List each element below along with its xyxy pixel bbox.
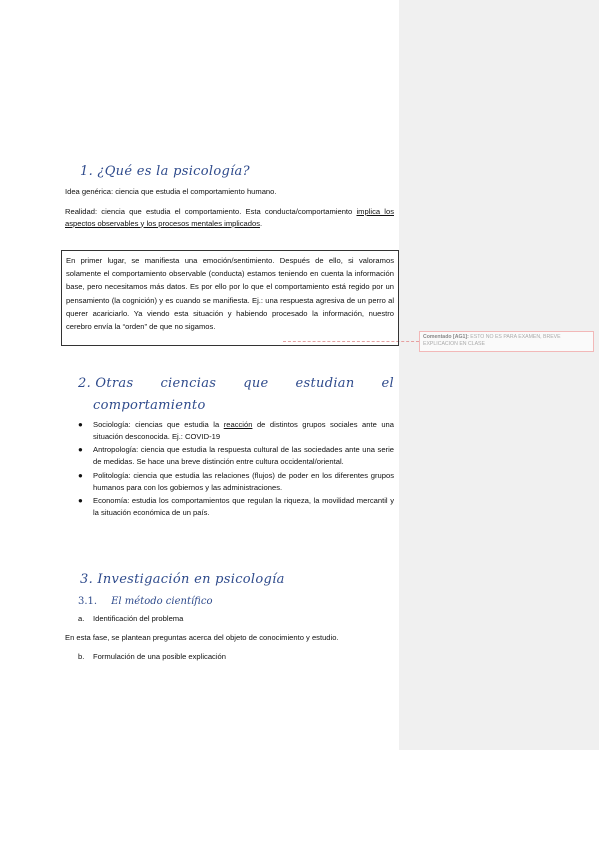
realidad-underlined: implica los aspectos observables y los procesos mentales implicados	[65, 207, 394, 228]
bullet-icon: ●	[78, 445, 83, 455]
list-item-text: Sociología: ciencias que estudia la	[93, 420, 224, 429]
subsection-title: El método científico	[111, 596, 213, 607]
section2-word: el	[381, 376, 394, 391]
sciences-list	[78, 419, 394, 521]
list-item	[78, 444, 394, 467]
idea-paragraph: Idea genérica: ciencia que estudia el comportamiento humano.	[65, 187, 277, 196]
list-item	[78, 470, 394, 493]
list-marker: b.	[78, 652, 85, 661]
bullet-icon: ●	[78, 420, 83, 429]
list-item-text: Economía: estudia los comportamientos que regulan la riqueza, la movilidad mercantil y la situación económica de un país.	[93, 496, 394, 517]
list-item-text: Antropología: ciencia que estudia la respuesta cultural de las sociedades ante una serie de medidas. Se hace una breve distinción entre cultura occidental/oriental.	[93, 445, 394, 467]
section2-word: que	[243, 376, 269, 391]
subsection-number: 3.1.	[78, 596, 98, 607]
list-item-text: Formulación de una posible explicación	[93, 652, 226, 661]
list-item-text: Politología: ciencia que estudia las relaciones (flujos) de poder en los diferentes grupos humanos para con los gobiernos y las administraciones.	[93, 470, 394, 492]
list-item-text: de distintos grupos sociales ante una situación desconocida. Ej.: COVID-19	[93, 420, 394, 441]
realidad-end: .	[260, 218, 263, 228]
list-item-underlined: reacción	[223, 420, 253, 429]
comment-author: Comentado [AG1]:	[423, 334, 469, 340]
bullet-icon: ●	[78, 470, 83, 480]
section1-heading: 1. ¿Qué es la psicología?	[80, 164, 250, 179]
section2-word: estudian	[295, 376, 355, 391]
section2-heading-line2: comportamiento	[93, 398, 206, 413]
subsection-heading	[78, 596, 212, 607]
list-item	[78, 495, 394, 518]
list-item	[78, 419, 394, 442]
section2-heading-line1	[78, 376, 394, 391]
realidad-text: Realidad: ciencia que estudia el comportamiento. Esta conducta/comportamiento	[65, 207, 357, 216]
section2-word: ciencias	[160, 376, 217, 391]
bordered-paragraph: En primer lugar, se manifiesta una emoción/sentimiento. Después de ello, si valoramos solamente el comportamiento observable (conducta) estamos teniendo en cuenta la información base, pero necesitamos más datos. Es por ello por lo que el comportamiento está regido por un pensamiento (la cognición) y es cuando se manifiesta. Ej.: una respuesta agresiva de un perro al querer acariciarlo. Ya viendo esta situación y habiendo procesado la información, nuestro cerebro envía la “orden” de que no sigamos.	[61, 250, 399, 346]
list-item-text: Identificación del problema	[93, 614, 184, 623]
realidad-paragraph	[65, 206, 394, 229]
section2-word: 2. Otras	[78, 376, 134, 391]
bullet-icon: ●	[78, 496, 83, 506]
comment-margin-panel	[399, 0, 599, 750]
list-marker: a.	[78, 614, 85, 623]
list-item-a	[78, 614, 183, 623]
list-item-b	[78, 652, 226, 661]
section3-heading: 3. Investigación en psicología	[80, 572, 285, 587]
comment-text: ESTO NO ES PARA EXAMEN, BREVE EXPLICACION EN CLASE	[423, 334, 561, 347]
comment-balloon[interactable]	[419, 331, 594, 352]
phase-paragraph: En esta fase, se plantean preguntas acerca del objeto de conocimiento y estudio.	[65, 633, 339, 642]
